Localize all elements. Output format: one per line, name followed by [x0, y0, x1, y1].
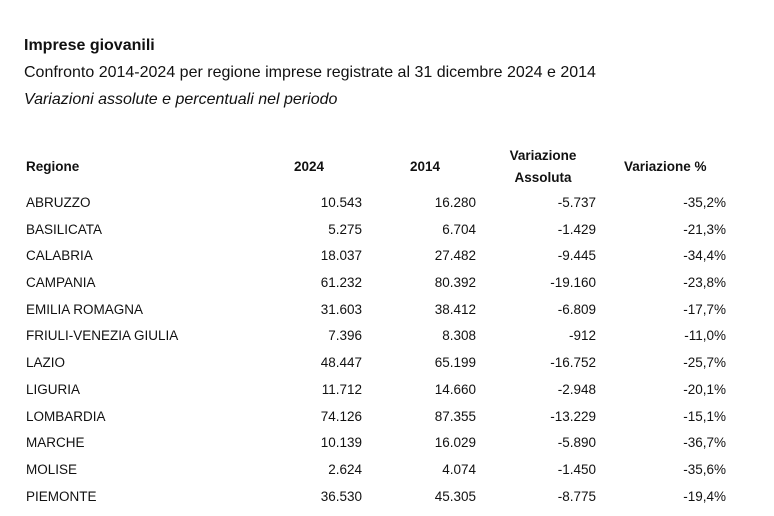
cell-2014: 87.355: [434, 408, 476, 424]
cell-region: FRIULI-VENEZIA GIULIA: [26, 328, 179, 344]
column-header-variazione-percentuale: Variazione %: [624, 159, 707, 174]
cell-variazione-assoluta: -1.450: [557, 461, 596, 477]
cell-2014: 16.029: [434, 435, 476, 451]
cell-region: LIGURIA: [26, 381, 81, 397]
cell-variazione-assoluta: -19.160: [550, 275, 596, 291]
cell-variazione-assoluta: -9.445: [557, 248, 596, 264]
cell-variazione-assoluta: -16.752: [550, 355, 596, 371]
cell-2014: 27.482: [434, 248, 476, 264]
column-header-variazione-assoluta: [500, 145, 586, 189]
cell-2024: 18.037: [320, 248, 362, 264]
cell-2024: 11.712: [321, 381, 362, 397]
cell-2024: 36.530: [320, 488, 362, 504]
table-row: [0, 299, 774, 326]
table-row: [0, 352, 774, 379]
cell-2014: 38.412: [434, 301, 476, 317]
cell-variazione-assoluta: -8.775: [557, 488, 596, 504]
cell-variazione-percentuale: -19,4%: [683, 488, 726, 504]
cell-variazione-percentuale: -21,3%: [683, 221, 726, 237]
table-row: [0, 459, 774, 486]
cell-2014: 4.074: [442, 461, 476, 477]
cell-region: LAZIO: [26, 355, 66, 371]
table-row: [0, 192, 774, 219]
cell-variazione-assoluta: -5.890: [557, 435, 596, 451]
cell-region: MARCHE: [26, 435, 85, 451]
cell-variazione-assoluta: -912: [568, 328, 596, 344]
cell-region: EMILIA ROMAGNA: [26, 301, 144, 317]
column-header-variazione-assoluta-line1: Variazione: [509, 148, 577, 163]
cell-variazione-percentuale: -23,8%: [683, 275, 726, 291]
table-row: [0, 272, 774, 299]
cell-variazione-percentuale: -17,7%: [683, 301, 726, 317]
table-row: [0, 432, 774, 459]
cell-region: ABRUZZO: [26, 195, 91, 210]
cell-2014: 6.704: [442, 221, 476, 237]
document-subtitle-italic: Variazioni assolute e percentuali nel periodo: [24, 91, 338, 108]
cell-variazione-percentuale: -11,0%: [684, 328, 726, 344]
cell-2024: 5.275: [328, 221, 362, 237]
table-row: [0, 219, 774, 246]
cell-2024: 7.396: [328, 328, 362, 344]
table-row: [0, 406, 774, 433]
cell-region: PIEMONTE: [26, 488, 97, 504]
cell-region: CAMPANIA: [26, 275, 96, 291]
cell-variazione-assoluta: -6.809: [557, 301, 596, 317]
cell-variazione-percentuale: -15,1%: [683, 408, 726, 424]
cell-variazione-assoluta: -13.229: [550, 408, 596, 424]
cell-2024: 61.232: [320, 275, 362, 291]
cell-variazione-percentuale: -25,7%: [683, 355, 726, 371]
cell-region: MOLISE: [26, 461, 78, 477]
cell-2024: 48.447: [320, 355, 362, 371]
cell-variazione-percentuale: -20,1%: [683, 381, 726, 397]
cell-2024: 10.139: [320, 435, 362, 451]
cell-variazione-percentuale: -34,4%: [683, 248, 726, 264]
cell-region: LOMBARDIA: [26, 408, 106, 424]
table-row: [0, 325, 774, 352]
column-header-region: Regione: [26, 159, 80, 174]
cell-region: BASILICATA: [26, 221, 103, 237]
table-body: [0, 192, 774, 512]
cell-2014: 14.660: [434, 381, 476, 397]
column-header-2024: 2024: [294, 159, 325, 174]
cell-2024: 74.126: [320, 408, 362, 424]
cell-2024: 10.543: [320, 195, 362, 210]
cell-variazione-percentuale: -35,6%: [683, 461, 726, 477]
cell-2014: 65.199: [434, 355, 476, 371]
cell-2014: 80.392: [434, 275, 476, 291]
cell-variazione-assoluta: -1.429: [557, 221, 596, 237]
cell-variazione-assoluta: -2.948: [557, 381, 596, 397]
cell-2014: 16.280: [434, 195, 476, 210]
cell-region: CALABRIA: [26, 248, 93, 264]
cell-2024: 2.624: [328, 461, 362, 477]
cell-2014: 8.308: [442, 328, 476, 344]
cell-variazione-assoluta: -5.737: [557, 195, 596, 210]
table-row: [0, 379, 774, 406]
cell-2014: 45.305: [434, 488, 476, 504]
column-header-variazione-assoluta-line2: Assoluta: [514, 170, 572, 185]
column-header-2014: 2014: [410, 159, 441, 174]
cell-variazione-percentuale: -35,2%: [683, 195, 726, 210]
table-row: [0, 245, 774, 272]
document-title: Imprese giovanili: [24, 37, 155, 54]
cell-2024: 31.603: [320, 301, 362, 317]
document-subtitle: Confronto 2014-2024 per regione imprese registrate al 31 dicembre 2024 e 2014: [24, 64, 596, 81]
cell-variazione-percentuale: -36,7%: [683, 435, 726, 451]
table-row: [0, 486, 774, 513]
